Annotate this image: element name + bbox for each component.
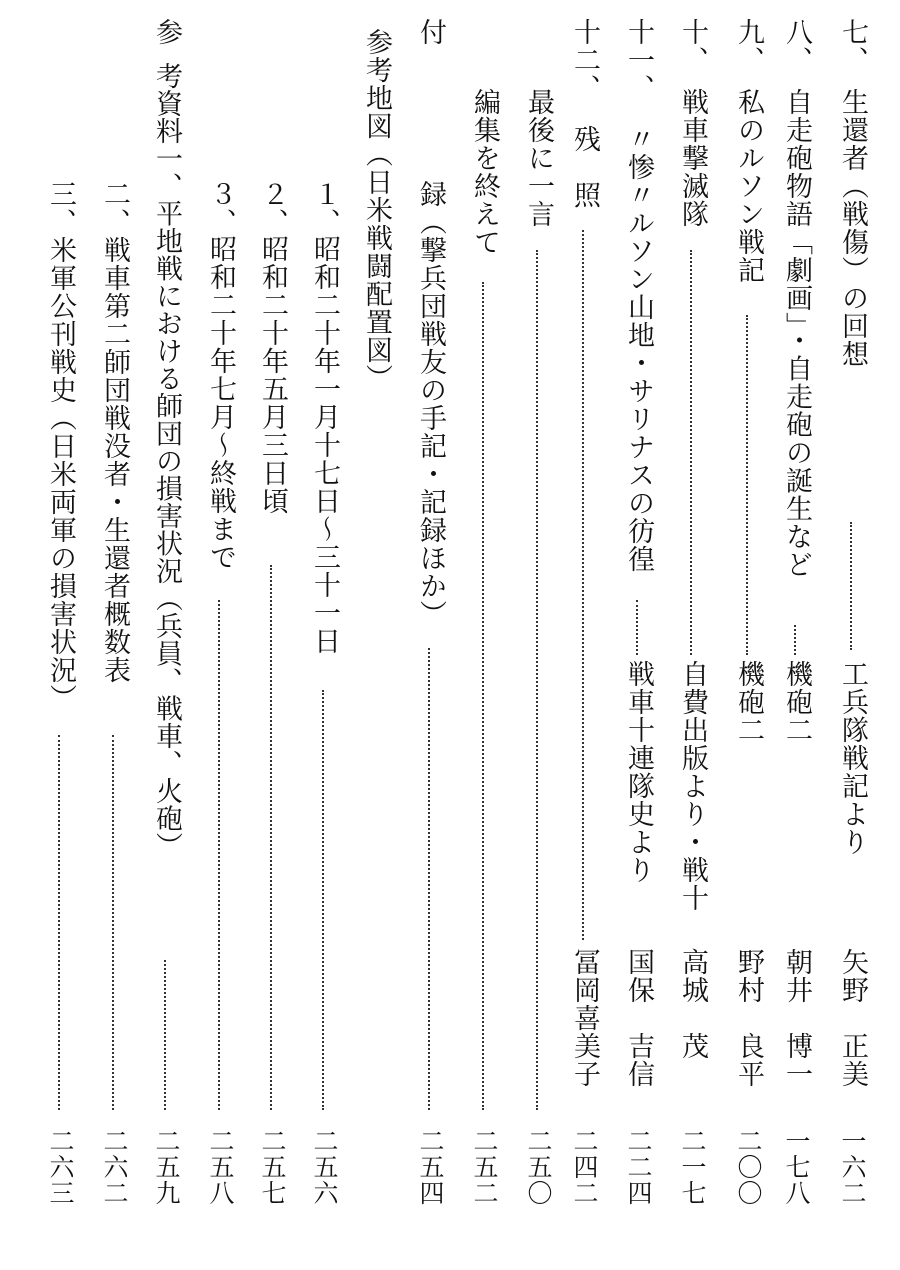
entry-title: 編集を終えて [469, 88, 500, 256]
entry-page-number: 一六二 [838, 1128, 867, 1206]
dot-leader [582, 230, 584, 940]
entry-page-number: 二五八 [206, 1128, 235, 1206]
toc-entry [250, 0, 294, 1270]
dot-leader [636, 600, 638, 655]
dot-leader [794, 625, 796, 655]
entry-author: 野村 良平 [733, 948, 764, 1088]
toc-entry [726, 0, 770, 1270]
entry-number: 十、 [677, 18, 708, 74]
entry-number: 八、 [781, 18, 812, 74]
entry-page-number: 二五六 [310, 1128, 339, 1206]
toc-entry [38, 0, 82, 1270]
entry-title: 生還者（戦傷）の回想 [837, 88, 868, 368]
entry-title: 録（撃兵団戦友の手記・記録ほか） [415, 180, 446, 628]
entry-source: 機砲二 [733, 660, 764, 744]
entry-page-number: 二五四 [416, 1128, 445, 1206]
entry-page-number: 二二四 [624, 1128, 653, 1206]
entry-author: 高城 茂 [677, 948, 708, 1060]
entry-title: 自走砲物語「劇画」・自走砲の誕生など [781, 88, 812, 579]
dot-leader [218, 600, 220, 1110]
entry-number: 付 [415, 18, 446, 46]
entry-source: 戦車十連隊史より [623, 660, 654, 884]
entry-source: 機砲二 [781, 660, 812, 744]
toc-entry [302, 0, 346, 1270]
entry-author: 冨岡喜美子 [569, 948, 600, 1088]
toc-entry [616, 0, 660, 1270]
entry-author: 国保 吉信 [623, 948, 654, 1088]
dot-leader [112, 735, 114, 1110]
entry-title: 考資料一、平地戦における師団の損害状況（兵員、戦車、火砲） [151, 62, 182, 860]
entry-page-number: 二六二 [100, 1128, 129, 1206]
entry-page-number: 二五七 [258, 1128, 287, 1206]
dot-leader [536, 250, 538, 1110]
entry-number: 七、 [837, 18, 868, 74]
toc-entry [516, 0, 560, 1270]
entry-author: 朝井 博一 [781, 948, 812, 1088]
toc-entry [562, 0, 606, 1270]
toc-entry [462, 0, 506, 1270]
entry-number: 参 [151, 18, 182, 46]
entry-title: 〃惨〃ルソン山地・サリナスの彷徨 [623, 125, 654, 573]
dot-leader [482, 282, 484, 1110]
entry-number: １、 [309, 180, 340, 236]
toc-entry [92, 0, 136, 1270]
toc-entry [408, 0, 452, 1270]
dot-leader [58, 735, 60, 1110]
entry-title: 最後に一言 [523, 88, 554, 228]
toc-entry [354, 0, 398, 1270]
entry-title: 私のルソン戦記 [733, 88, 764, 284]
dot-leader [746, 315, 748, 655]
entry-page-number: 二一七 [678, 1128, 707, 1206]
entry-page-number: 二〇〇 [734, 1128, 763, 1206]
entry-title: 二、戦車第二師団戦没者・生還者概数表 [99, 180, 130, 684]
toc-entry [830, 0, 874, 1270]
entry-page-number: 二五〇 [524, 1128, 553, 1206]
entry-number: ２、 [257, 180, 288, 236]
dot-leader [850, 522, 852, 650]
entry-number: 十二、 [569, 18, 600, 102]
entry-page-number: 二四二 [570, 1128, 599, 1206]
toc-entry [774, 0, 818, 1270]
entry-title: 残 照 [569, 125, 600, 209]
entry-title: 戦車撃滅隊 [677, 88, 708, 228]
toc-entry [670, 0, 714, 1270]
entry-number: ３、 [205, 180, 236, 236]
dot-leader [270, 565, 272, 1110]
dot-leader [690, 250, 692, 655]
dot-leader [164, 960, 166, 1110]
dot-leader [428, 648, 430, 1110]
entry-number: 九、 [733, 18, 764, 74]
entry-number: 十一、 [623, 18, 654, 102]
entry-title: 昭和二十年七月～終戦まで [205, 235, 236, 571]
dot-leader [322, 690, 324, 1110]
toc-entry [144, 0, 188, 1270]
toc-entry [198, 0, 242, 1270]
entry-author: 矢野 正美 [837, 948, 868, 1088]
entry-page-number: 二六三 [46, 1128, 75, 1206]
entry-title: 昭和二十年五月三日頃 [257, 235, 288, 515]
entry-title: 三、米軍公刊戦史（日米両軍の損害状況） [45, 180, 76, 712]
entry-page-number: 二五九 [152, 1128, 181, 1206]
entry-title: 昭和二十年一月十七日～三十一日 [309, 235, 340, 655]
entry-title: 参考地図（日米戦闘配置図） [361, 28, 392, 392]
entry-source: 自費出版より・戦十 [677, 660, 708, 912]
entry-page-number: 一七八 [782, 1128, 811, 1206]
entry-source: 工兵隊戦記より [837, 660, 868, 856]
entry-page-number: 二五二 [470, 1128, 499, 1206]
